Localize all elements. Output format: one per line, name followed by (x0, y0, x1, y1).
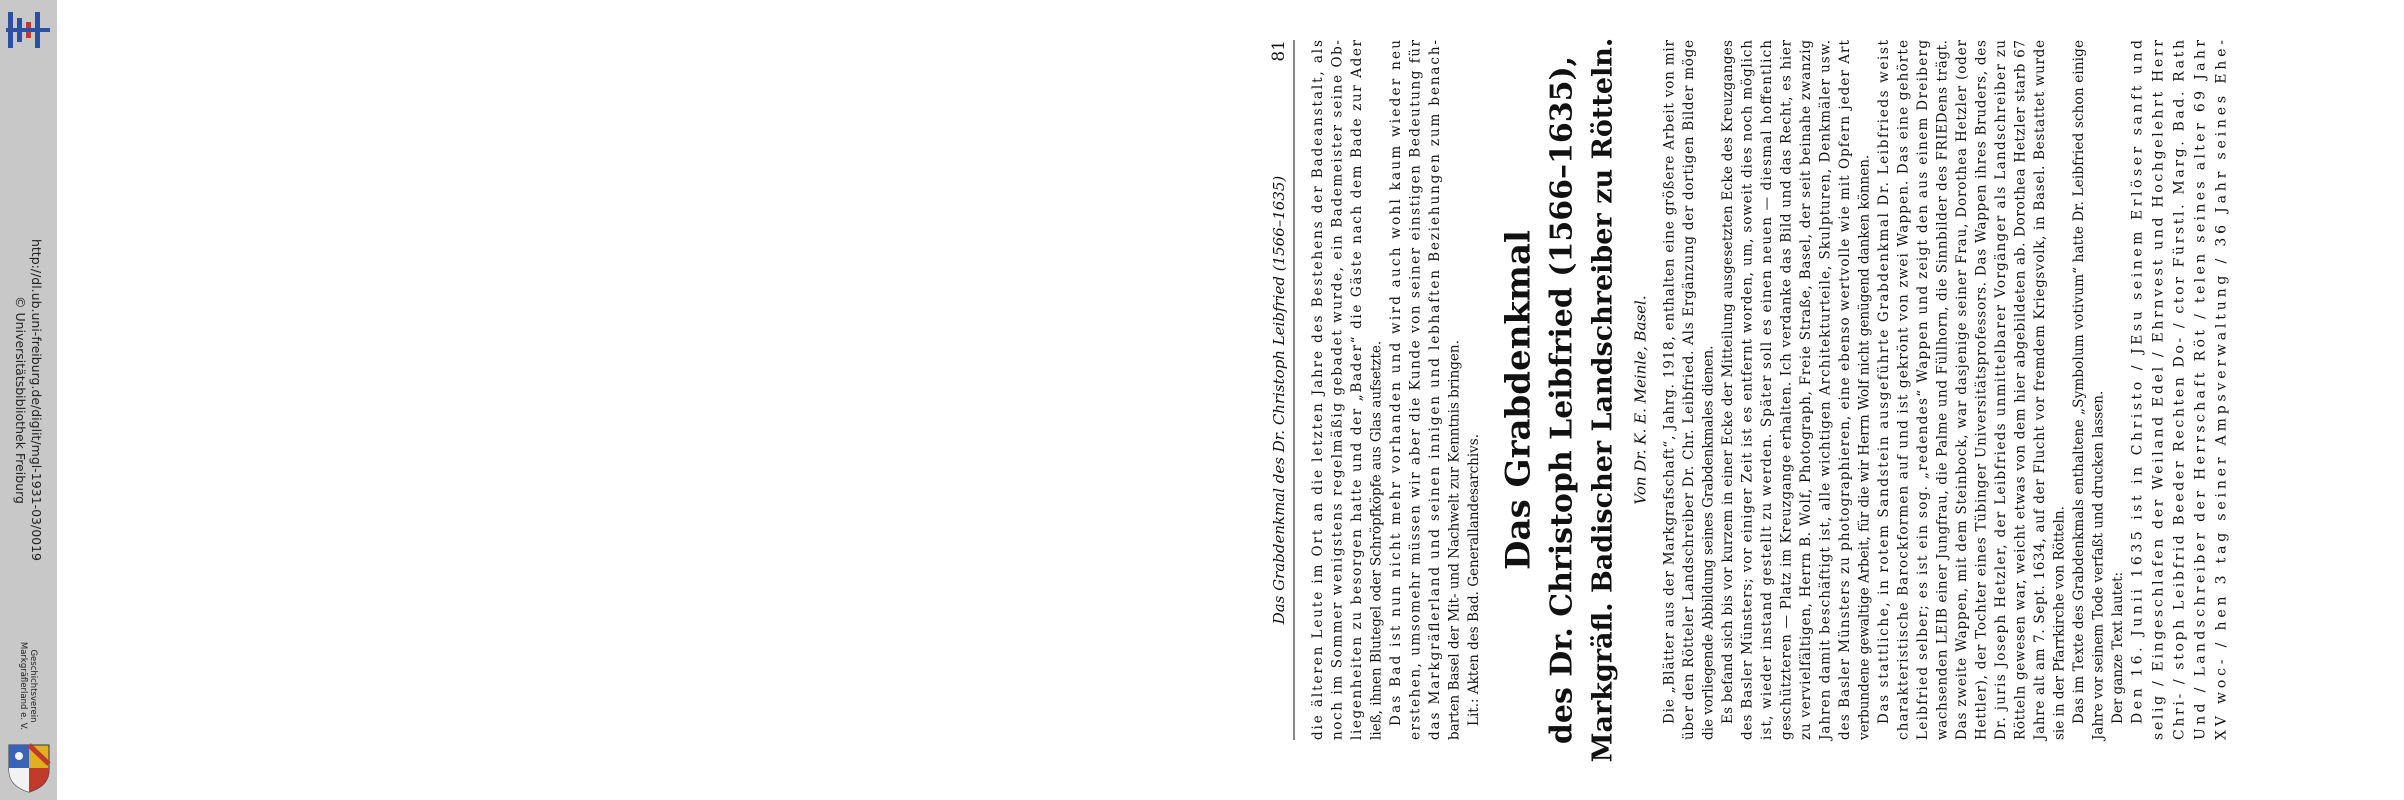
body-line: über den Rötteler Landschreiber Dr. Chr. Leibfried. Als Ergänzung der dortigen Bilder möge (1681, 39, 1697, 740)
inscription-line: Und / Landschreiber der Herrschaft Röt / telen seines alter 69 Jahr (2192, 40, 2209, 740)
body-line: geschützteren — Platz im Kreuzgange erhalten. Ich verdanke das Bild und das Recht, es hier (1778, 39, 1795, 740)
intro-line: liegenheiten zu besorgen hatte und der „Bader“ die Gäste nach dem Bade zur Ader (1349, 40, 1365, 740)
intro-line: die älteren Leute im Ort an die letzten Jahre des Bestehens der Badeanstalt, als (1310, 39, 1326, 740)
viewer-sidebar (0, 0, 57, 800)
body-line: Das im Texte des Grabdenkmals enthaltene „Symbolum votivum“ hatte Dr. Leibfried schon einige (2071, 40, 2087, 724)
body-line: des Basler Münsters zu photographieren, eine ebenso wertvolle wie mit Opfern jeder Art (1837, 39, 1853, 740)
body-line: wachsenden LEIB einer Jungfrau, die Palme und Füllhorn, die Sinnbilder des FRIEDens trägt. (1934, 40, 1951, 740)
article-subtitle-2: Markgräfl. Badischer Landschreiber zu Rötteln. (1587, 37, 1619, 763)
document-viewer[interactable] (60, 0, 2230, 800)
body-line: sie in der Pfarrkirche von Rötteln. (2051, 506, 2068, 740)
society-line-1: Geschichtsverein (28, 649, 38, 723)
intro-line: das Markgräflerland und seinen innigen und lebhaften Beziehungen zum benach- (1427, 40, 1443, 740)
body-line: zu vervielfältigen, Herrn B. Wolf, Photograph, Freie Straße, Basel, der seit beinahe zwanzig (1798, 39, 1814, 740)
body-line: verbundene gewaltige Arbeit, für die wir Herrn Wolf nicht genügend danken können. (1856, 154, 1873, 740)
inscription-line: Chri- / stoph Leibfrid Beeder Rechten Do- / ctor Fürstl. Marg. Bad. Rath (2171, 40, 2188, 740)
inscription-line: selig / Eingeschlafen der Weiland Edel / Ehrnvest und Hochgelehrt Herr (2150, 40, 2167, 740)
body-line: Leibfried selber; es ist ein sog. „redendes“ Wappen und zeigt den aus einem Dreiberg (1915, 39, 1931, 740)
society-line-2: Markgräflerland e. V. (18, 641, 28, 731)
body-line: Rötteln gewesen war, weicht etwas von dem hier abgebildeten ab. Dorothea Hetzler starb 67 (2012, 40, 2029, 740)
inscription-line: XV woc- / hen 3 tag seiner Ampsverwaltung / 36 Jahr seines Ehe- (2213, 39, 2230, 740)
body-line: Das zweite Wappen, mit dem Steinbock, war dasjenige seiner Frau, Dorothea Hetzler (oder (1954, 40, 1970, 740)
intro-line: Das Bad ist nun nicht mehr vorhanden und wird auch wohl kaum wieder neu (1388, 40, 1404, 726)
intro-line: Lit.: Akten des Bad. Generallandesarchivs. (1466, 433, 1482, 726)
coat-of-arms-icon (6, 742, 52, 794)
body-line: ist, wieder instand gestellt zu werden. Später soll es einen neuen — diesmal hoffentlich (1759, 40, 1775, 740)
body-line: Jahre alt am 7. Sept. 1634, auf der Flucht vor fremdem Kriegsvolk, in Basel. Bestattet wurde (2032, 39, 2048, 740)
body-line: Die „Blätter aus der Markgrafschaft“, Jahrg. 1918, enthalten eine größere Arbeit von mir (1661, 40, 1678, 724)
body-line: Der ganze Text lautet: (2110, 571, 2126, 724)
source-citation (12, 239, 44, 561)
byline: Von Dr. K. E. Meinle, Basel. (1631, 295, 1650, 505)
body-line: charakteristische Barockformen auf und ist gekrönt von zwei Wappen. Das eine gehörte (1895, 39, 1912, 740)
inscription-line: Den 16. Junii 1635 ist in Christo / JEsu seinem Erlöser sanft und (2129, 40, 2146, 724)
copyright-notice: © Universitätsbibliothek Freiburg (13, 296, 28, 504)
body-line: des Basler Münsters; vor einiger Zeit ist es entfernt worden, um, soweit dies noch möglich (1739, 40, 1756, 740)
body-line: Es befand sich bis vor kurzem in einer Ecke der Mitteilung ausgesetzten Ecke des Kreuzganges (1720, 40, 1736, 724)
intro-line: barten Basel der Mit- und Nachwelt zur Kenntnis bringen. (1446, 340, 1463, 740)
ub-freiburg-logo[interactable] (6, 8, 50, 52)
scanned-page (1232, 0, 2404, 800)
body-line: Das stattliche, in rotem Sandstein ausgeführte Grabdenkmal Dr. Leibfrieds weist (1876, 40, 1892, 724)
intro-line: noch im Sommer wenigstens regelmäßig gebadet wurde, ein Bademeister seine Ob- (1329, 40, 1346, 740)
body-line: Dr. juris Joseph Hetzler, der Leibfrieds unmittelbarer Vorgänger als Landschreiber zu (1993, 40, 2009, 740)
running-head: Das Grabdenkmal des Dr. Christoph Leibfried (1566–1635) (1270, 175, 1288, 625)
body-line: die vorliegende Abbildung seines Grabdenkmales dienen. (1700, 345, 1717, 740)
source-url[interactable]: http://dl.ub.uni-freiburg.de/diglit/mgl-1931-03/0019 (29, 238, 44, 562)
society-name (18, 642, 38, 730)
body-line: Jahre vor seinem Tode verfaßt und drucken lassen. (2090, 390, 2107, 740)
body-line: Jahren damit beschäftigt ist, alle wichtigen Architekturteile, Skulpturen, Denkmäler usw. (1817, 39, 1834, 740)
article-subtitle: des Dr. Christoph Leibfried (1566–1635), (1544, 55, 1580, 745)
body-line: Hettler), der Tochter eines Tübinger Universitätsprofessors. Das Wappen ihres Bruders, des (1973, 40, 1990, 740)
page-number: 81 (1269, 40, 1289, 62)
article-title: Das Grabdenkmal (1498, 230, 1539, 570)
intro-line: ließ, ihnen Blutegel oder Schröpfköpfe aus Glas aufsetzte. (1368, 340, 1385, 740)
intro-line: erstehen, umsomehr müssen wir aber die Kunde von seiner einstigen Bedeutung für (1407, 39, 1424, 740)
